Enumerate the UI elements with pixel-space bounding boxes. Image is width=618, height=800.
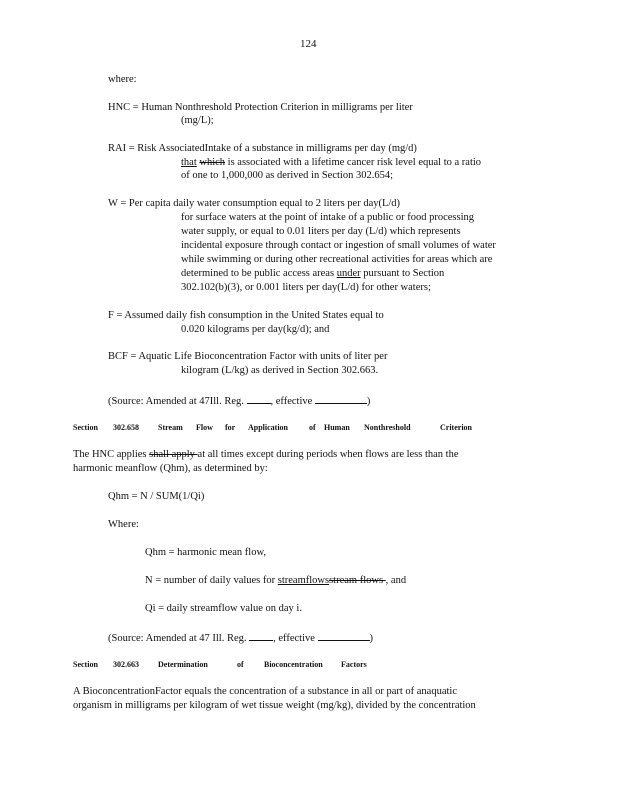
source-note-1: (Source: Amended at 47Ill. Reg. , effective ) (108, 396, 371, 407)
n-def-a: N = number of daily values for (145, 575, 278, 586)
heading-word: Bioconcentration (264, 660, 323, 669)
inserted-text: streamflows (277, 575, 330, 586)
heading-word: Criterion (440, 423, 472, 432)
hnc-definition-line2: (mg/L); (181, 115, 214, 126)
heading-word: of (237, 660, 244, 669)
inserted-text: that (181, 157, 197, 168)
heading-word: for (225, 423, 236, 432)
deleted-text: shall apply (149, 449, 198, 460)
w-definition-line7: 302.102(b)(3), or 0.001 liters per day(L/d) for other waters; (181, 282, 431, 293)
w-line6-b: pursuant to Section (360, 268, 445, 279)
n-definition (145, 575, 406, 587)
rai-definition-line2 (181, 157, 481, 169)
n-def-b: , and (385, 575, 407, 586)
heading-word: of (309, 423, 316, 432)
f-definition-line2: 0.020 kilograms per day(kg/d); and (181, 324, 330, 335)
source-note-1-b: , effective (270, 396, 313, 407)
rai-definition-line3: of one to 1,000,000 as derived in Section 302.654; (181, 170, 394, 181)
w-definition-line4: incidental exposure through contact or ingestion of small volumes of water (181, 240, 496, 251)
heading-section-number: 302.658 (113, 423, 139, 432)
heading-word: Determination (158, 660, 208, 669)
inserted-text: under (336, 268, 361, 279)
heading-word: Stream (158, 423, 183, 432)
heading-word: Human (324, 423, 350, 432)
w-definition-line2: for surface waters at the point of intake of a public or food processing (181, 212, 475, 223)
deleted-text: stream flows (329, 575, 386, 586)
w-definition-line1: W = Per capita daily water consumption equal to 2 liters per day(L/d) (108, 198, 401, 209)
para1-b: at all times except during periods when flows are less than the (197, 449, 459, 460)
w-definition-line6 (181, 268, 444, 280)
w-line6-a: determined to be public access areas (181, 268, 337, 279)
bcf-definition-line1: BCF = Aquatic Life Bioconcentration Factor with units of liter per (108, 351, 388, 362)
w-definition-line5: while swimming or during other recreational activities for areas which are (181, 254, 493, 265)
source-note-1-a: (Source: Amended at 47Ill. Reg. (108, 396, 244, 407)
section-heading-302-658 (0, 422, 618, 434)
f-definition-line1: F = Assumed daily fish consumption in the United States equal to (108, 310, 384, 321)
paragraph-2-line1: A BioconcentrationFactor equals the concentration of a substance in all or part of anaquatic (73, 686, 457, 697)
source-note-2-a: (Source: Amended at 47 Ill. Reg. (108, 633, 247, 644)
heading-word: Section (73, 423, 98, 432)
paragraph-2-line2: organism in milligrams per kilogram of wet tissue weight (mg/kg), divided by the concentration (73, 700, 476, 711)
qhm-definition: Qhm = harmonic mean flow, (145, 547, 267, 558)
paragraph-1-line1 (73, 449, 459, 461)
qi-definition: Qi = daily streamflow value on day i. (145, 603, 302, 614)
heading-word: Flow (196, 423, 213, 432)
where-label: where: (108, 74, 137, 85)
w-definition-line3: water supply, or equal to 0.01 liters per day (L/d) which represents (181, 226, 461, 237)
rai-definition-line1: RAI = Risk AssociatedIntake of a substance in milligrams per day (mg/d) (108, 143, 417, 154)
section-heading-302-663 (0, 659, 618, 671)
formula: Qhm = N / SUM(1/Qi) (108, 491, 205, 502)
heading-word: Section (73, 660, 98, 669)
heading-word: Nonthreshold (364, 423, 411, 432)
deleted-text: which (199, 157, 226, 168)
source-note-2-b: , effective (273, 633, 315, 644)
where-label-2: Where: (108, 519, 139, 530)
reg-blank (249, 631, 273, 641)
effective-blank (318, 631, 370, 641)
source-note-2: (Source: Amended at 47 Ill. Reg. , effective ) (108, 633, 374, 644)
heading-word: Application (248, 423, 289, 432)
page-number: 124 (300, 38, 317, 50)
para1-a: The HNC applies (73, 449, 150, 460)
rai-definition-line2-text: is associated with a lifetime cancer risk level equal to a ratio (227, 157, 482, 168)
reg-blank (247, 394, 271, 404)
bcf-definition-line2: kilogram (L/kg) as derived in Section 302.663. (181, 365, 379, 376)
heading-section-number: 302.663 (113, 660, 139, 669)
hnc-definition-line1: HNC = Human Nonthreshold Protection Criterion in milligrams per liter (108, 102, 413, 113)
paragraph-1-line2: harmonic meanflow (Qhm), as determined by: (73, 463, 268, 474)
heading-word: Factors (341, 660, 367, 669)
effective-blank (315, 394, 367, 404)
